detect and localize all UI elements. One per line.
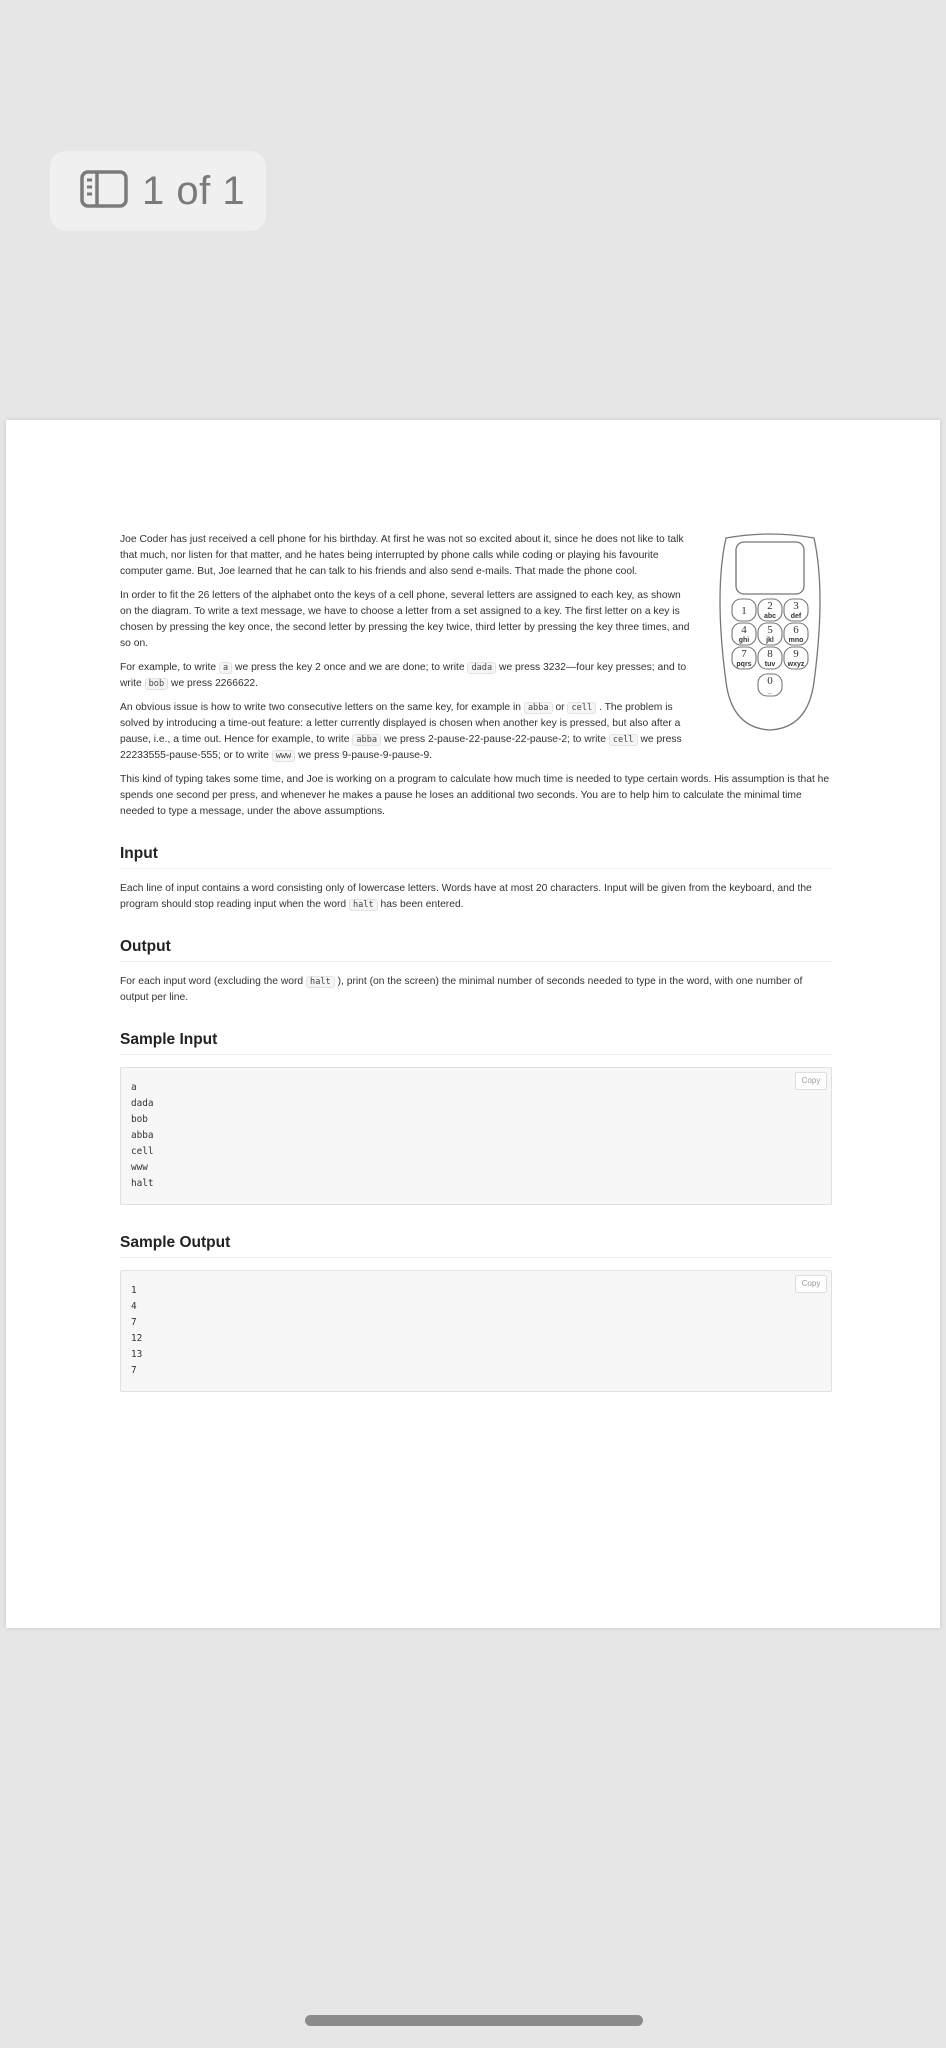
inline-code: www [272,750,296,762]
home-indicator[interactable] [305,2015,643,2026]
code-line: 4 [131,1301,137,1312]
inline-code: halt [306,976,335,988]
svg-text:4: 4 [741,624,747,636]
sample-output-block[interactable] [120,1270,832,1392]
intro-paragraph: Joe Coder has just received a cell phone for his birthday. At first he was not so excited about it, since he does not like to talk that much, nor listen for that matter, and he hates being interrupted by phone calls while coding or playing his favourite computer game. But, Joe learned that he can talk to his friends and also send e-mails. That made the phone cool. [120,534,684,577]
inline-code: cell [609,734,638,746]
phone-key-0 [758,674,782,696]
typing-paragraph: This kind of typing takes some time, and Joe is working on a program to calculate how much time is needed to type certain words. His assumption is that he spends one second per press, and whenever he makes a pause he loses an additional two seconds. You are to help him to calculate the minimal time needed to type a message, under the above assumptions. [120,774,830,817]
sample-input-heading: Sample Input [120,1032,832,1055]
code-line: 12 [131,1333,143,1344]
phone-key-2 [758,599,782,621]
svg-text:6: 6 [793,624,799,636]
sidebar-icon [80,170,128,213]
example-paragraph: For example, to write a we press the key 2 once and we are done; to write dada we press 3232—four key presses; and to write bob we press 2266622. [120,662,687,689]
svg-text:pqrs: pqrs [736,661,752,668]
svg-text:wxyz: wxyz [787,661,805,668]
sample-input-block[interactable] [120,1067,832,1205]
code-line: 7 [131,1317,137,1328]
code-line: 1 [131,1285,137,1296]
svg-text:jkl: jkl [766,637,774,644]
input-description: Each line of input contains a word consisting only of lowercase letters. Words have at most 20 characters. Input will be given from the keyboard, and the program should stop reading input when the word halt has been entered. [120,883,812,910]
code-line: cell [131,1146,154,1157]
phone-key-4 [732,623,756,645]
phone-keypad-diagram [714,532,826,738]
phone-key-5 [758,623,782,645]
issue-paragraph: An obvious issue is how to write two consecutive letters on the same key, for example in abba or cell . The problem is solved by introducing a time-out feature: a letter currently displayed is chosen when another key is pressed, but also after a pause, i.e., a time out. Hence for example, to write abba we press 2-pause-22-pause-22-pause-2; to write cell we press 22233555-pause-555; or to write www we press 9-pause-9-pause-9. [120,702,682,761]
code-line: dada [131,1098,154,1109]
code-line: www [131,1162,148,1173]
keypad-paragraph: In order to fit the 26 letters of the alphabet onto the keys of a cell phone, several letters are assigned to each key, as shown on the diagram. To write a text message, we have to choose a letter from a set assigned to a key. The first letter on a key is chosen by pressing the key once, the second letter by pressing the key twice, third letter by pressing the key three times, and so on. [120,590,690,649]
page-count-label: 1 of 1 [142,168,246,213]
copy-sample-input-button[interactable]: Copy [795,1072,827,1090]
phone-key-1 [732,599,756,621]
inline-code: abba [524,702,553,714]
inline-code: bob [145,678,169,690]
svg-text:8: 8 [767,648,773,660]
svg-text:1: 1 [741,605,747,617]
phone-key-6 [784,623,808,645]
phone-keypad-svg [714,532,826,732]
svg-text:7: 7 [741,648,747,660]
code-line: 13 [131,1349,143,1360]
problem-statement [120,532,832,1392]
inline-code: dada [467,662,496,674]
svg-text:tuv: tuv [764,661,776,668]
phone-key-7 [732,647,756,669]
inline-code: a [219,662,232,674]
code-line: abba [131,1130,154,1141]
svg-text:mno: mno [788,637,804,644]
phone-key-9 [784,647,808,669]
code-line: halt [131,1178,154,1189]
svg-text:9: 9 [793,648,799,660]
svg-text:ghi: ghi [738,637,750,644]
copy-sample-output-button[interactable]: Copy [795,1275,827,1293]
code-line: 7 [131,1365,137,1376]
svg-text:0: 0 [767,675,773,687]
sample-output-heading: Sample Output [120,1235,832,1258]
code-line: bob [131,1114,148,1125]
phone-key-3 [784,599,808,621]
svg-text:5: 5 [767,624,773,636]
inline-code: abba [352,734,381,746]
input-heading: Input [120,846,832,869]
svg-text:def: def [790,613,802,620]
inline-code: halt [349,899,378,911]
inline-code: cell [567,702,596,714]
svg-text:2: 2 [767,600,773,612]
page-indicator[interactable] [50,151,266,231]
svg-text:3: 3 [793,600,799,612]
document-page [6,420,940,1628]
svg-text:abc: abc [763,613,777,620]
output-description: For each input word (excluding the word halt ), print (on the screen) the minimal number of seconds needed to type in the word, with one number of output per line. [120,976,803,1003]
code-line: a [131,1082,137,1093]
svg-text:_: _ [768,688,772,695]
phone-key-8 [758,647,782,669]
output-heading: Output [120,939,832,962]
